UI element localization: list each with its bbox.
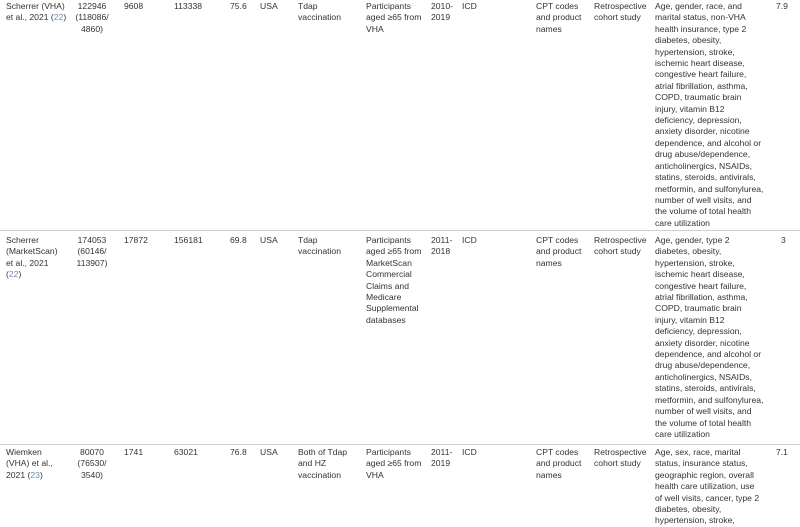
exposure-cell: Tdap vaccination [298,235,341,257]
quality-score-cell: 7.1 [776,447,788,457]
controls-cell: 156181 [174,235,203,245]
exposure-cell: Tdap vaccination [298,1,341,23]
controls-cell: 113338 [174,1,203,11]
study-cell: Scherrer (VHA) et al., 2021 (22) [6,1,67,23]
cases-cell: 9608 [124,1,144,11]
codes-cell: CPT codes and product names [536,1,582,34]
controls-cell: 63021 [174,447,198,457]
population-cell: Participants aged ≥65 from VHA [366,1,422,34]
country-cell: USA [260,447,278,457]
age-cell: 76.8 [230,447,247,457]
covariates-cell: Age, gender, race, and marital status, non-VHA health insurance, type 2 diabetes, obesity, hypertension, stroke, ischemic heart disease, congestive heart failure, atrial fibrillation, asthma, COPD, traumatic brain injury, vitamin B12 deficiency, depression, anxiety disorder, nicotine dependence, and alcohol or drug abuse/dependence, anticholinergics, NSAIDs, statins, steroids, antivirals, metformin, and sulfonylurea, number of well visits, and the volume of total health care utilization [655,1,764,228]
reference-link[interactable]: 23 [30,469,40,480]
row-divider [0,230,800,231]
population-cell: Participants aged ≥65 from VHA [366,447,422,480]
age-cell: 75.6 [230,1,247,11]
population-cell: Participants aged ≥65 from MarketScan Commercial Claims and Medicare Supplemental databases [366,235,422,325]
design-cell: Retrospective cohort study [594,447,647,469]
study-cell: Scherrer (MarketScan) et al., 2021 (22) [6,235,58,280]
codes-cell: CPT codes and product names [536,447,582,480]
country-cell: USA [260,1,278,11]
period-cell: 2010- 2019 [431,1,453,23]
period-cell: 2011- 2018 [431,235,453,257]
quality-score-cell: 3 [781,235,786,245]
row-divider [0,444,800,445]
country-cell: USA [260,235,278,245]
age-cell: 69.8 [230,235,247,245]
reference-link[interactable]: 22 [8,269,19,280]
design-cell: Retrospective cohort study [594,235,647,257]
design-cell: Retrospective cohort study [594,1,647,23]
exposure-cell: Both of Tdap and HZ vaccination [298,447,348,480]
study-cell: Wiemken (VHA) et al., 2021 (23) [6,447,53,480]
sample-size-cell: 174053 (60146/ 113907) [76,235,108,268]
cases-cell: 17872 [124,235,148,245]
cases-cell: 1741 [124,447,144,457]
diagnosis-cell: ICD [462,447,477,457]
quality-score-cell: 7.9 [776,1,788,11]
sample-size-cell: 80070 (76530/ 3540) [77,447,107,480]
reference-link[interactable]: 22 [53,12,64,23]
period-cell: 2011- 2019 [431,447,453,469]
diagnosis-cell: ICD [462,1,477,11]
diagnosis-cell: ICD [462,235,477,245]
codes-cell: CPT codes and product names [536,235,582,268]
covariates-cell: Age, gender, type 2 diabetes, obesity, hypertension, stroke, ischemic heart disease, congestive heart failure, atrial fibrillation, asthma, COPD, traumatic brain injury, vitamin B12 deficiency, depression, anxiety disorder, nicotine dependence, and alcohol or drug abuse/dependence, anticholinergics, NSAIDs, statins, steroids, antivirals, metformin, and sulfonylurea, number of well visits, and the volume of total health care utilization [655,235,764,439]
covariates-cell: Age, sex, race, marital status, insurance status, geographic region, overall health care utilization, use of well visits, cancer, type 2 diabetes, obesity, hypertension, stroke, [655,447,760,526]
sample-size-cell: 122946 (118086/ 4860) [75,1,109,34]
